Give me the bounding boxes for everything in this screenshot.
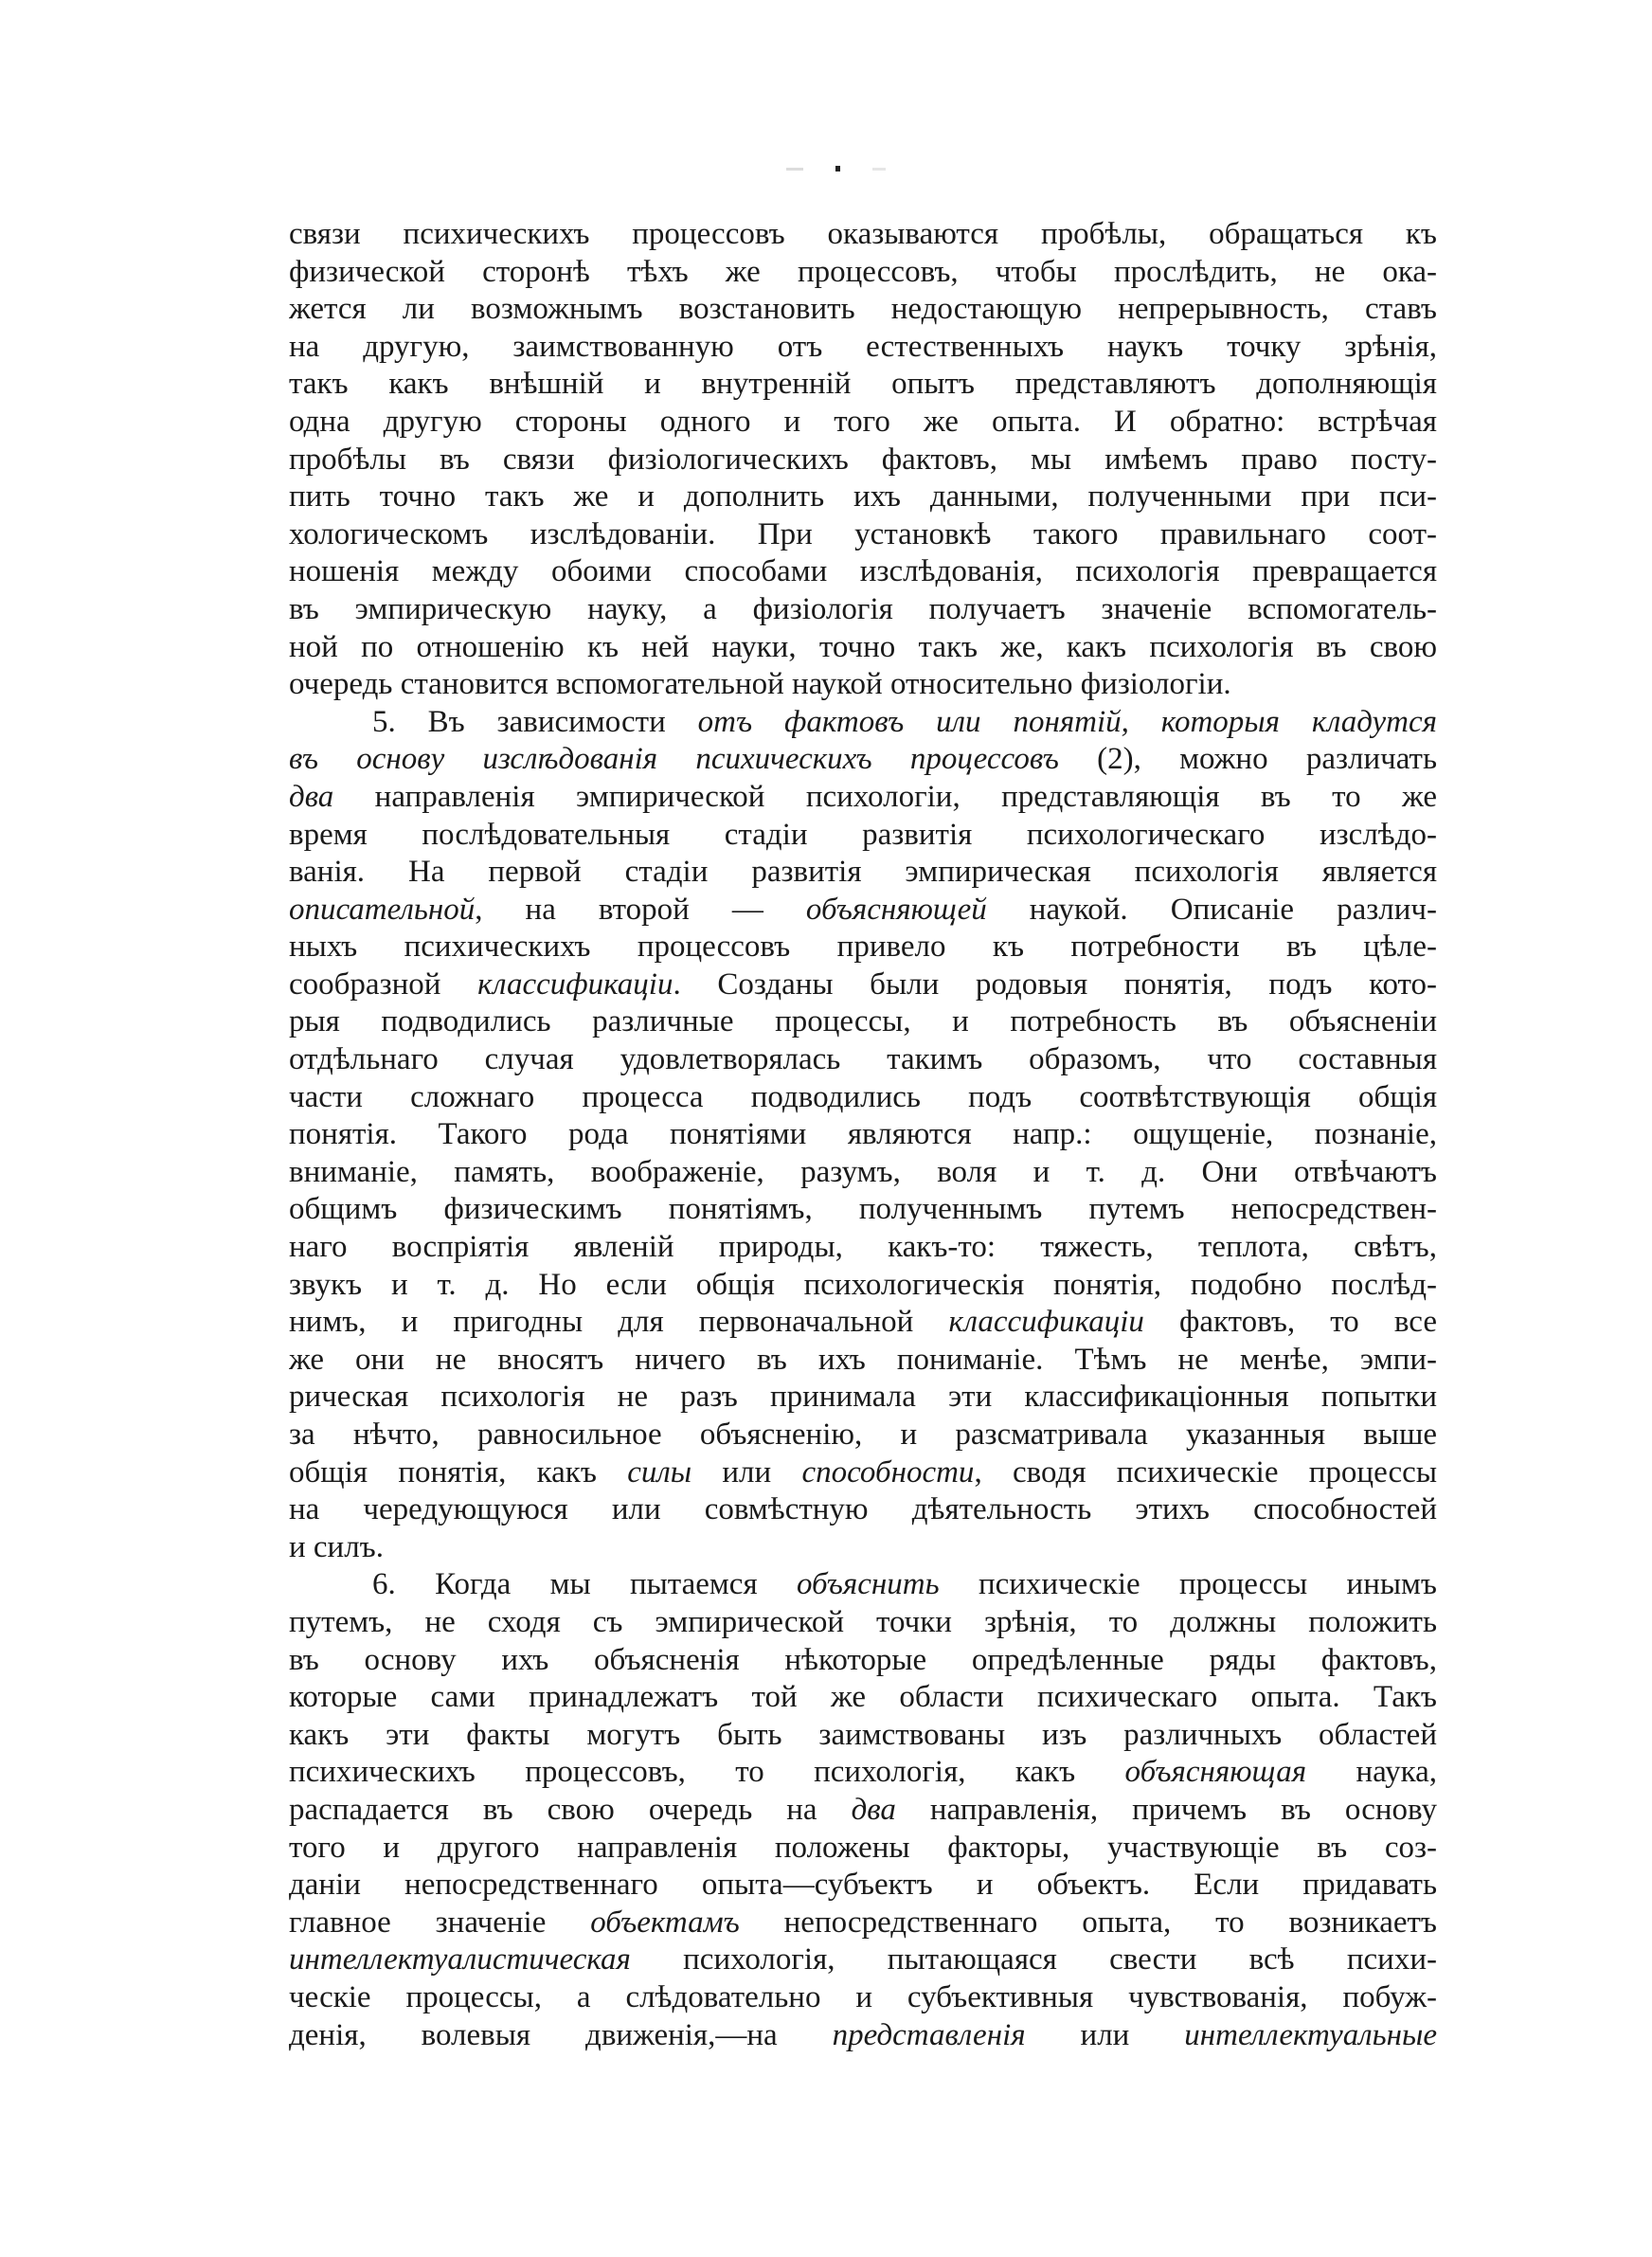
- text-line: хологическомъ изслѣдованіи. При установкѣ такого правильнаго соот-: [289, 516, 1437, 551]
- text-line: 5. Въ зависимости отъ фактовъ или понятій, которыя кладутся: [372, 704, 1437, 739]
- text-line: сообразной классификаціи. Созданы были родовыя понятія, подъ кото-: [289, 966, 1437, 1002]
- text-line: такъ какъ внѣшній и внутренній опытъ представляютъ дополняющія: [289, 367, 1437, 402]
- text-line: описательной, на второй — объясняющей наукой. Описаніе различ-: [289, 892, 1437, 927]
- text-line: 6. Когда мы пытаемся объяснить психическіе процессы инымъ: [372, 1567, 1437, 1602]
- page-number-mark: [779, 159, 892, 178]
- text-line: рыя подводились различные процессы, и потребность въ объясненіи: [289, 1004, 1437, 1039]
- text-line: физической сторонѣ тѣхъ же процессовъ, чтобы прослѣдить, не ока-: [289, 254, 1437, 289]
- text-line: общимъ физическимъ понятіямъ, полученнымъ путемъ непосредствен-: [289, 1192, 1437, 1227]
- text-line: ческіе процессы, а слѣдовательно и субъективныя чувствованія, побуж-: [289, 1979, 1437, 2014]
- text-line: въ основу изслѣдованія психическихъ процессовъ (2), можно различать: [289, 742, 1437, 777]
- text-line: на другую, заимствованную отъ естественныхъ наукъ точку зрѣнія,: [289, 329, 1437, 364]
- text-line: жется ли возможнымъ возстановить недостающую непрерывность, ставъ: [289, 292, 1437, 327]
- text-line: на чередующуюся или совмѣстную дѣятельность этихъ способностей: [289, 1492, 1437, 1527]
- text-line: денія, волевыя движенія,—на представленія или интеллектуальные: [289, 2017, 1437, 2052]
- faded-mark: [872, 168, 886, 171]
- center-dot: [835, 166, 840, 172]
- body-text: [289, 216, 1437, 2054]
- text-line: въ основу ихъ объясненія нѣкоторые опредѣленные ряды фактовъ,: [289, 1642, 1437, 1677]
- text-line: ной по отношенію къ ней науки, точно такъ же, какъ психологія въ свою: [289, 629, 1437, 664]
- text-line: отдѣльнаго случая удовлетворялась такимъ образомъ, что составныя: [289, 1042, 1437, 1077]
- text-line: два направленія эмпирической психологіи, представляющія въ то же: [289, 779, 1437, 814]
- text-line: какъ эти факты могутъ быть заимствованы изъ различныхъ областей: [289, 1717, 1437, 1752]
- text-line: и силъ.: [289, 1529, 384, 1564]
- text-line: одна другую стороны одного и того же опыта. И обратно: встрѣчая: [289, 404, 1437, 439]
- text-line: распадается въ свою очередь на два направленія, причемъ въ основу: [289, 1792, 1437, 1827]
- text-line: даніи непосредственнаго опыта—субъектъ и объектъ. Если придавать: [289, 1868, 1437, 1903]
- text-line: ванія. На первой стадіи развитія эмпирическая психологія является: [289, 855, 1437, 890]
- text-line: вниманіе, память, воображеніе, разумъ, воля и т. д. Они отвѣчаютъ: [289, 1154, 1437, 1189]
- text-line: которые сами принадлежатъ той же области психическаго опыта. Такъ: [289, 1680, 1437, 1715]
- text-line: ношенія между обоими способами изслѣдованія, психологія превращается: [289, 554, 1437, 589]
- text-line: нимъ, и пригодны для первоначальной классификаціи фактовъ, то все: [289, 1305, 1437, 1340]
- text-line: того и другого направленія положены факторы, участвующіе въ соз-: [289, 1830, 1437, 1865]
- faded-mark: [786, 168, 803, 171]
- text-line: пробѣлы въ связи физіологическихъ фактовъ, мы имѣемъ право посту-: [289, 442, 1437, 477]
- text-line: общія понятія, какъ силы или способности, сводя психическіе процессы: [289, 1454, 1437, 1490]
- text-line: путемъ, не сходя съ эмпирической точки зрѣнія, то должны положить: [289, 1604, 1437, 1639]
- text-line: части сложнаго процесса подводились подъ соотвѣтствующія общія: [289, 1079, 1437, 1114]
- text-line: рическая психологія не разъ принимала эти классификаціонныя попытки: [289, 1380, 1437, 1415]
- text-line: звукъ и т. д. Но если общія психологическія понятія, подобно послѣд-: [289, 1267, 1437, 1302]
- text-line: интеллектуалистическая психологія, пытающаяся свести всѣ психи-: [289, 1942, 1437, 1977]
- text-line: понятія. Такого рода понятіями являются напр.: ощущеніе, познаніе,: [289, 1117, 1437, 1152]
- text-line: наго воспріятія явленій природы, какъ-то: тяжесть, теплота, свѣтъ,: [289, 1230, 1437, 1265]
- text-line: связи психическихъ процессовъ оказываются пробѣлы, обращаться къ: [289, 217, 1437, 251]
- text-line: пить точно такъ же и дополнить ихъ данными, полученными при пси-: [289, 479, 1437, 515]
- text-line: психическихъ процессовъ, то психологія, какъ объясняющая наука,: [289, 1755, 1437, 1790]
- text-line: главное значеніе объектамъ непосредственнаго опыта, то возникаетъ: [289, 1905, 1437, 1940]
- text-line: же они не вносятъ ничего въ ихъ пониманіе. Тѣмъ не менѣе, эмпи-: [289, 1342, 1437, 1377]
- text-line: въ эмпирическую науку, а физіологія получаетъ значеніе вспомогатель-: [289, 591, 1437, 626]
- text-line: ныхъ психическихъ процессовъ привело къ потребности въ цѣле-: [289, 930, 1437, 965]
- text-line: очередь становится вспомогательной наукой относительно физіологіи.: [289, 667, 1231, 702]
- text-line: за нѣчто, равносильное объясненію, и разсматривала указанныя выше: [289, 1417, 1437, 1452]
- text-line: время послѣдовательныя стадіи развитія психологическаго изслѣдо-: [289, 817, 1437, 852]
